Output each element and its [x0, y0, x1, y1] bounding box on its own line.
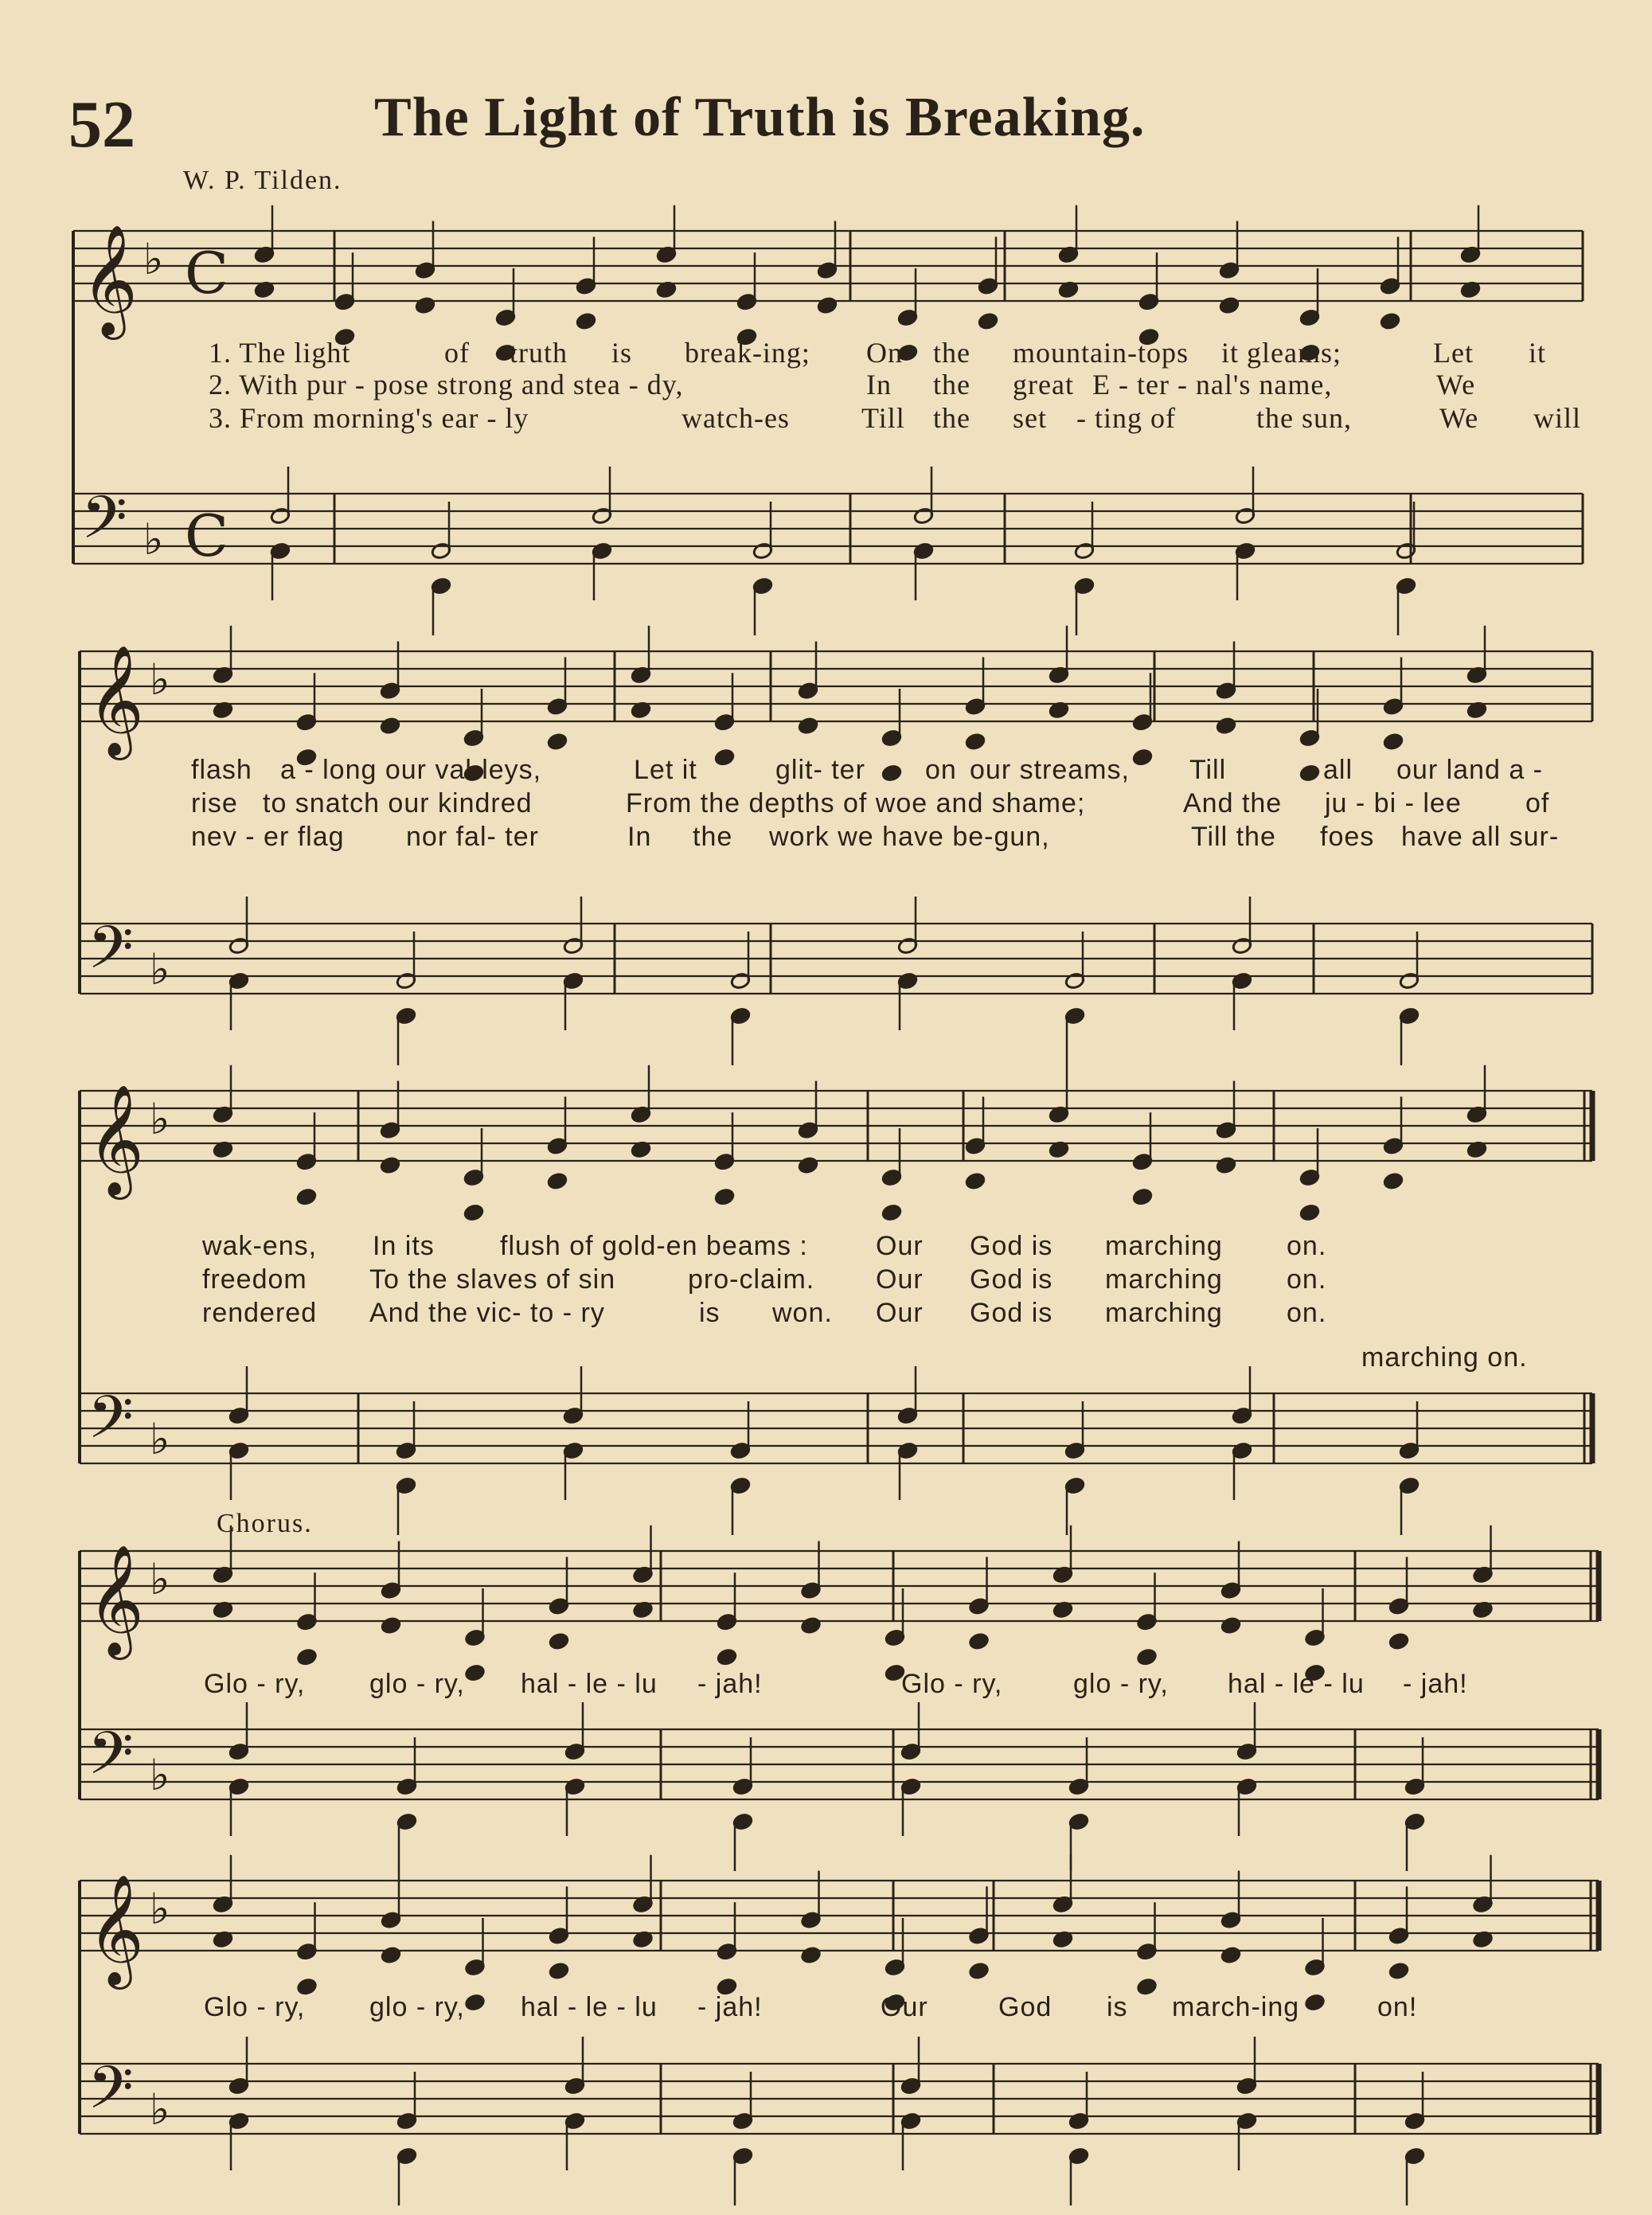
flat-icon: ♭	[143, 234, 164, 284]
alto-note	[1132, 748, 1153, 767]
alto-note	[817, 296, 838, 314]
alto-note	[296, 1188, 317, 1206]
alto-note	[978, 312, 998, 330]
bass-clef-icon: 𝄢	[88, 1383, 134, 1467]
alto-note	[1380, 312, 1400, 330]
alto-note	[965, 732, 986, 751]
alto-note	[381, 1616, 401, 1635]
verse-3-line: nev - er flag nor fal- ter In the work we have be-gun, Till the foes have all sur-	[191, 822, 1560, 852]
alto-note	[1388, 1962, 1409, 1980]
bass-clef-icon: 𝄢	[88, 2053, 134, 2137]
flat-icon: ♭	[150, 944, 170, 994]
alto-note	[714, 1188, 735, 1206]
bass-clef-icon: 𝄢	[88, 913, 134, 997]
chorus-lyrics-line-1: Glo - ry, glo - ry, hal - le - lu - jah! Glo - ry, glo - ry, hal - le - lu - jah!	[204, 1669, 1468, 1699]
alto-note	[415, 296, 435, 314]
verse-1-line: 1. The light of truth is break-ing; On the mountain-tops it gleams; Let it	[209, 337, 1547, 369]
flat-icon: ♭	[150, 1414, 170, 1464]
bass-clef-icon: 𝄢	[88, 1719, 134, 1803]
verse-2-line: 2. With pur - pose strong and stea - dy, In the great E - ter - nal's name, We	[209, 369, 1476, 400]
alto-note	[968, 1962, 989, 1980]
alto-note	[968, 1632, 989, 1651]
verse-3-line: 3. From morning's ear - ly watch-es Till the set - ting of the sun, We will	[209, 402, 1582, 434]
common-time-icon: C	[185, 240, 229, 307]
author-credit: W. P. Tilden.	[183, 166, 342, 195]
alto-note	[798, 1156, 818, 1174]
alto-note	[1136, 1648, 1157, 1666]
flat-icon: ♭	[143, 514, 164, 564]
alto-note	[1299, 1204, 1320, 1222]
flat-icon: ♭	[150, 1884, 170, 1934]
common-time-icon: C	[185, 502, 229, 569]
hymn-title: The Light of Truth is Breaking.	[374, 87, 1146, 148]
verse-2-line: freedom To the slaves of sin pro-claim. Our God is marching on.	[202, 1264, 1327, 1295]
chorus-lyrics-line-2: Glo - ry, glo - ry, hal - le - lu - jah! Our God is march-ing on!	[204, 1992, 1418, 2022]
alto-note	[380, 717, 400, 735]
alto-note	[1219, 296, 1240, 314]
alto-note	[800, 1616, 821, 1635]
alto-note	[1216, 717, 1236, 735]
chorus-label: Chorus.	[217, 1509, 313, 1538]
alto-note	[1388, 1632, 1409, 1651]
alto-note	[464, 1664, 485, 1682]
alto-note	[464, 1994, 485, 2012]
bass-marching-on-text: marching on.	[1361, 1342, 1528, 1373]
bass-clef-icon: 𝄢	[81, 483, 127, 567]
verse-1-line: flash a - long our val-leys, Let it glit- ter on our streams, Till all our land a -	[191, 755, 1543, 785]
alto-note	[1136, 1978, 1157, 1996]
flat-icon: ♭	[150, 1094, 170, 1144]
alto-note	[881, 1204, 902, 1222]
alto-note	[549, 1962, 569, 1980]
alto-note	[1220, 1946, 1241, 1964]
alto-note	[1132, 1188, 1153, 1206]
alto-note	[1383, 1172, 1404, 1190]
alto-note	[547, 732, 568, 751]
treble-clef-icon: 𝄞	[81, 225, 138, 335]
alto-note	[381, 1946, 401, 1964]
alto-note	[463, 1204, 484, 1222]
page-number: 52	[68, 88, 135, 162]
flat-icon: ♭	[150, 654, 170, 705]
alto-note	[1216, 1156, 1236, 1174]
flat-icon: ♭	[150, 1554, 170, 1604]
treble-clef-icon: 𝄞	[88, 1084, 144, 1195]
alto-note	[881, 764, 902, 783]
alto-note	[717, 1648, 737, 1666]
treble-clef-icon: 𝄞	[88, 645, 144, 756]
alto-note	[1220, 1616, 1241, 1635]
flat-icon: ♭	[150, 2084, 170, 2135]
verse-2-line: rise to snatch our kindred From the depths of woe and shame; And the ju - bi - lee of	[191, 788, 1550, 818]
alto-note	[1299, 764, 1320, 783]
alto-note	[549, 1632, 569, 1651]
treble-clef-icon: 𝄞	[88, 1545, 144, 1655]
treble-clef-icon: 𝄞	[88, 1874, 144, 1985]
alto-note	[798, 717, 818, 735]
alto-note	[380, 1156, 400, 1174]
alto-note	[296, 1648, 317, 1666]
alto-note	[800, 1946, 821, 1964]
alto-note	[547, 1172, 568, 1190]
alto-note	[714, 748, 735, 767]
alto-note	[576, 312, 596, 330]
alto-note	[965, 1172, 986, 1190]
verse-3-line: rendered And the vic- to - ry is won. Our God is marching on.	[202, 1298, 1327, 1328]
flat-icon: ♭	[150, 1750, 170, 1800]
verse-1-line: wak-ens, In its flush of gold-en beams : Our God is marching on.	[202, 1231, 1327, 1261]
alto-note	[1304, 1994, 1325, 2012]
alto-note	[1383, 732, 1404, 751]
